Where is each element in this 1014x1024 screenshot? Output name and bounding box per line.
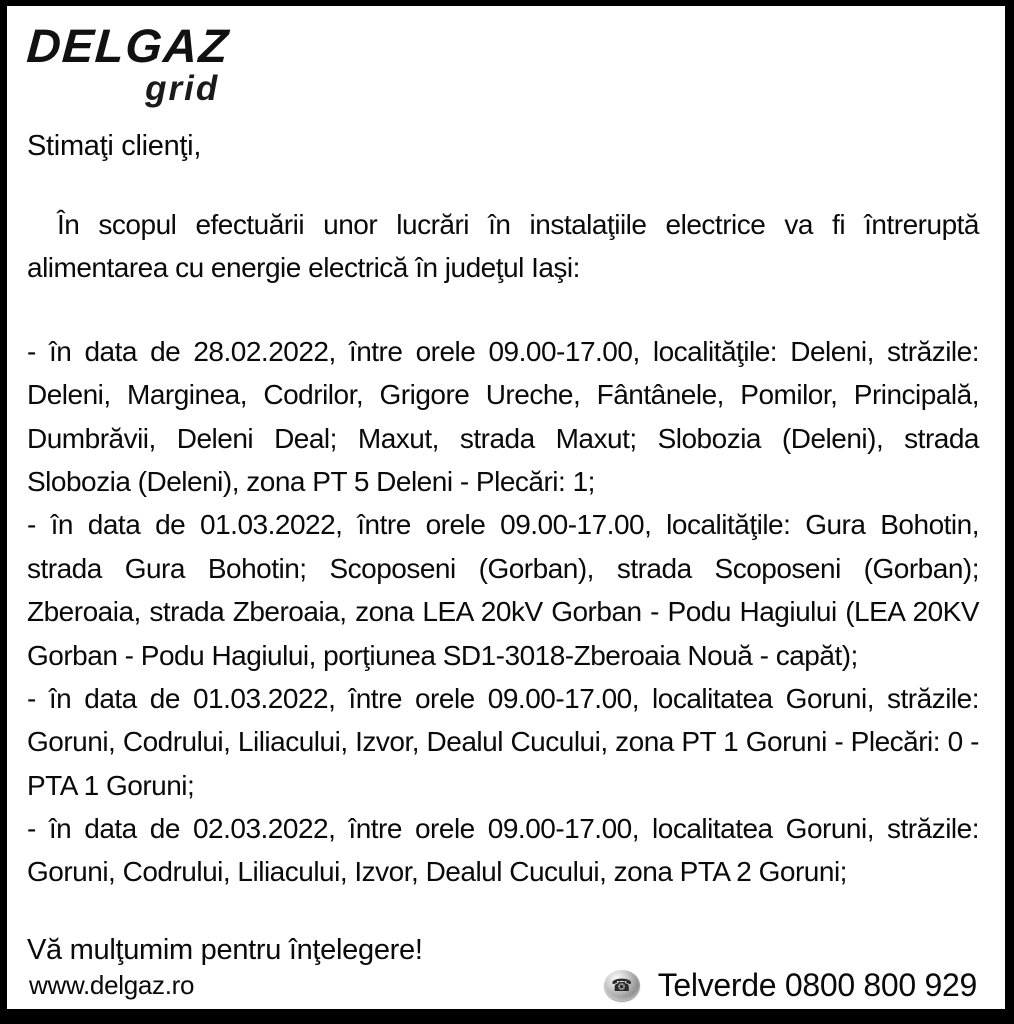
outage-item-3: - în data de 01.03.2022, între orele 09.00-17.00, localitatea Goruni, străzile: Goruni, Codrului, Liliacului, Izvor, Dealul Cucului, zona PT 1 Goruni - Plecări: 0 - PTA 1 Goruni; xyxy=(27,682,979,801)
logo-delgaz-text: DELGAZ xyxy=(25,19,232,72)
logo-grid-text: grid xyxy=(145,69,220,108)
website-url: www.delgaz.ro xyxy=(29,969,195,1000)
intro-paragraph: În scopul efectuării unor lucrări în instalaţiile electrice va fi întreruptă alimentarea cu energie electrică în judeţul Iaşi: xyxy=(27,209,979,284)
outage-item-4: - în data de 02.03.2022, între orele 09.00-17.00, localitatea Goruni, străzile: Goruni, Codrului, Liliacului, Izvor, Dealul Cucului, zona PTA 2 Goruni; xyxy=(27,813,979,888)
footer-bar xyxy=(27,967,979,1010)
closing-line: Vă mulţumim pentru înţelegere! xyxy=(27,933,423,966)
telverde-contact xyxy=(604,967,977,1004)
delgaz-grid-logo xyxy=(25,19,232,108)
outage-list xyxy=(27,330,979,894)
outage-item-2: - în data de 01.03.2022, între orele 09.00-17.00, localităţile: Gura Bohotin, strada Gura Bohotin; Scoposeni (Gorban), strada Scoposeni (Gorban); Zberoaia, strada Zberoaia, zona LEA 20kV Gorban - Podu Hagiului (LEA 20KV Gorban - Podu Hagiului, porţiunea SD1-3018-Zberoaia Nouă - capăt); xyxy=(27,509,979,671)
greeting-line: Stimaţi clienţi, xyxy=(27,130,202,162)
telephone-icon: ☎ xyxy=(604,970,640,1001)
outage-item-1: - în data de 28.02.2022, între orele 09.00-17.00, localităţile: Deleni, străzile: Deleni, Marginea, Codrilor, Grigore Ureche, Fântânele, Pomilor, Principală, Dumbrăvii, Deleni Deal; Maxut, strada Maxut; Slobozia (Deleni), strada Slobozia (Deleni), zona PT 5 Deleni - Plecări: 1; xyxy=(27,335,979,497)
telverde-number: Telverde 0800 800 929 xyxy=(657,966,977,1003)
